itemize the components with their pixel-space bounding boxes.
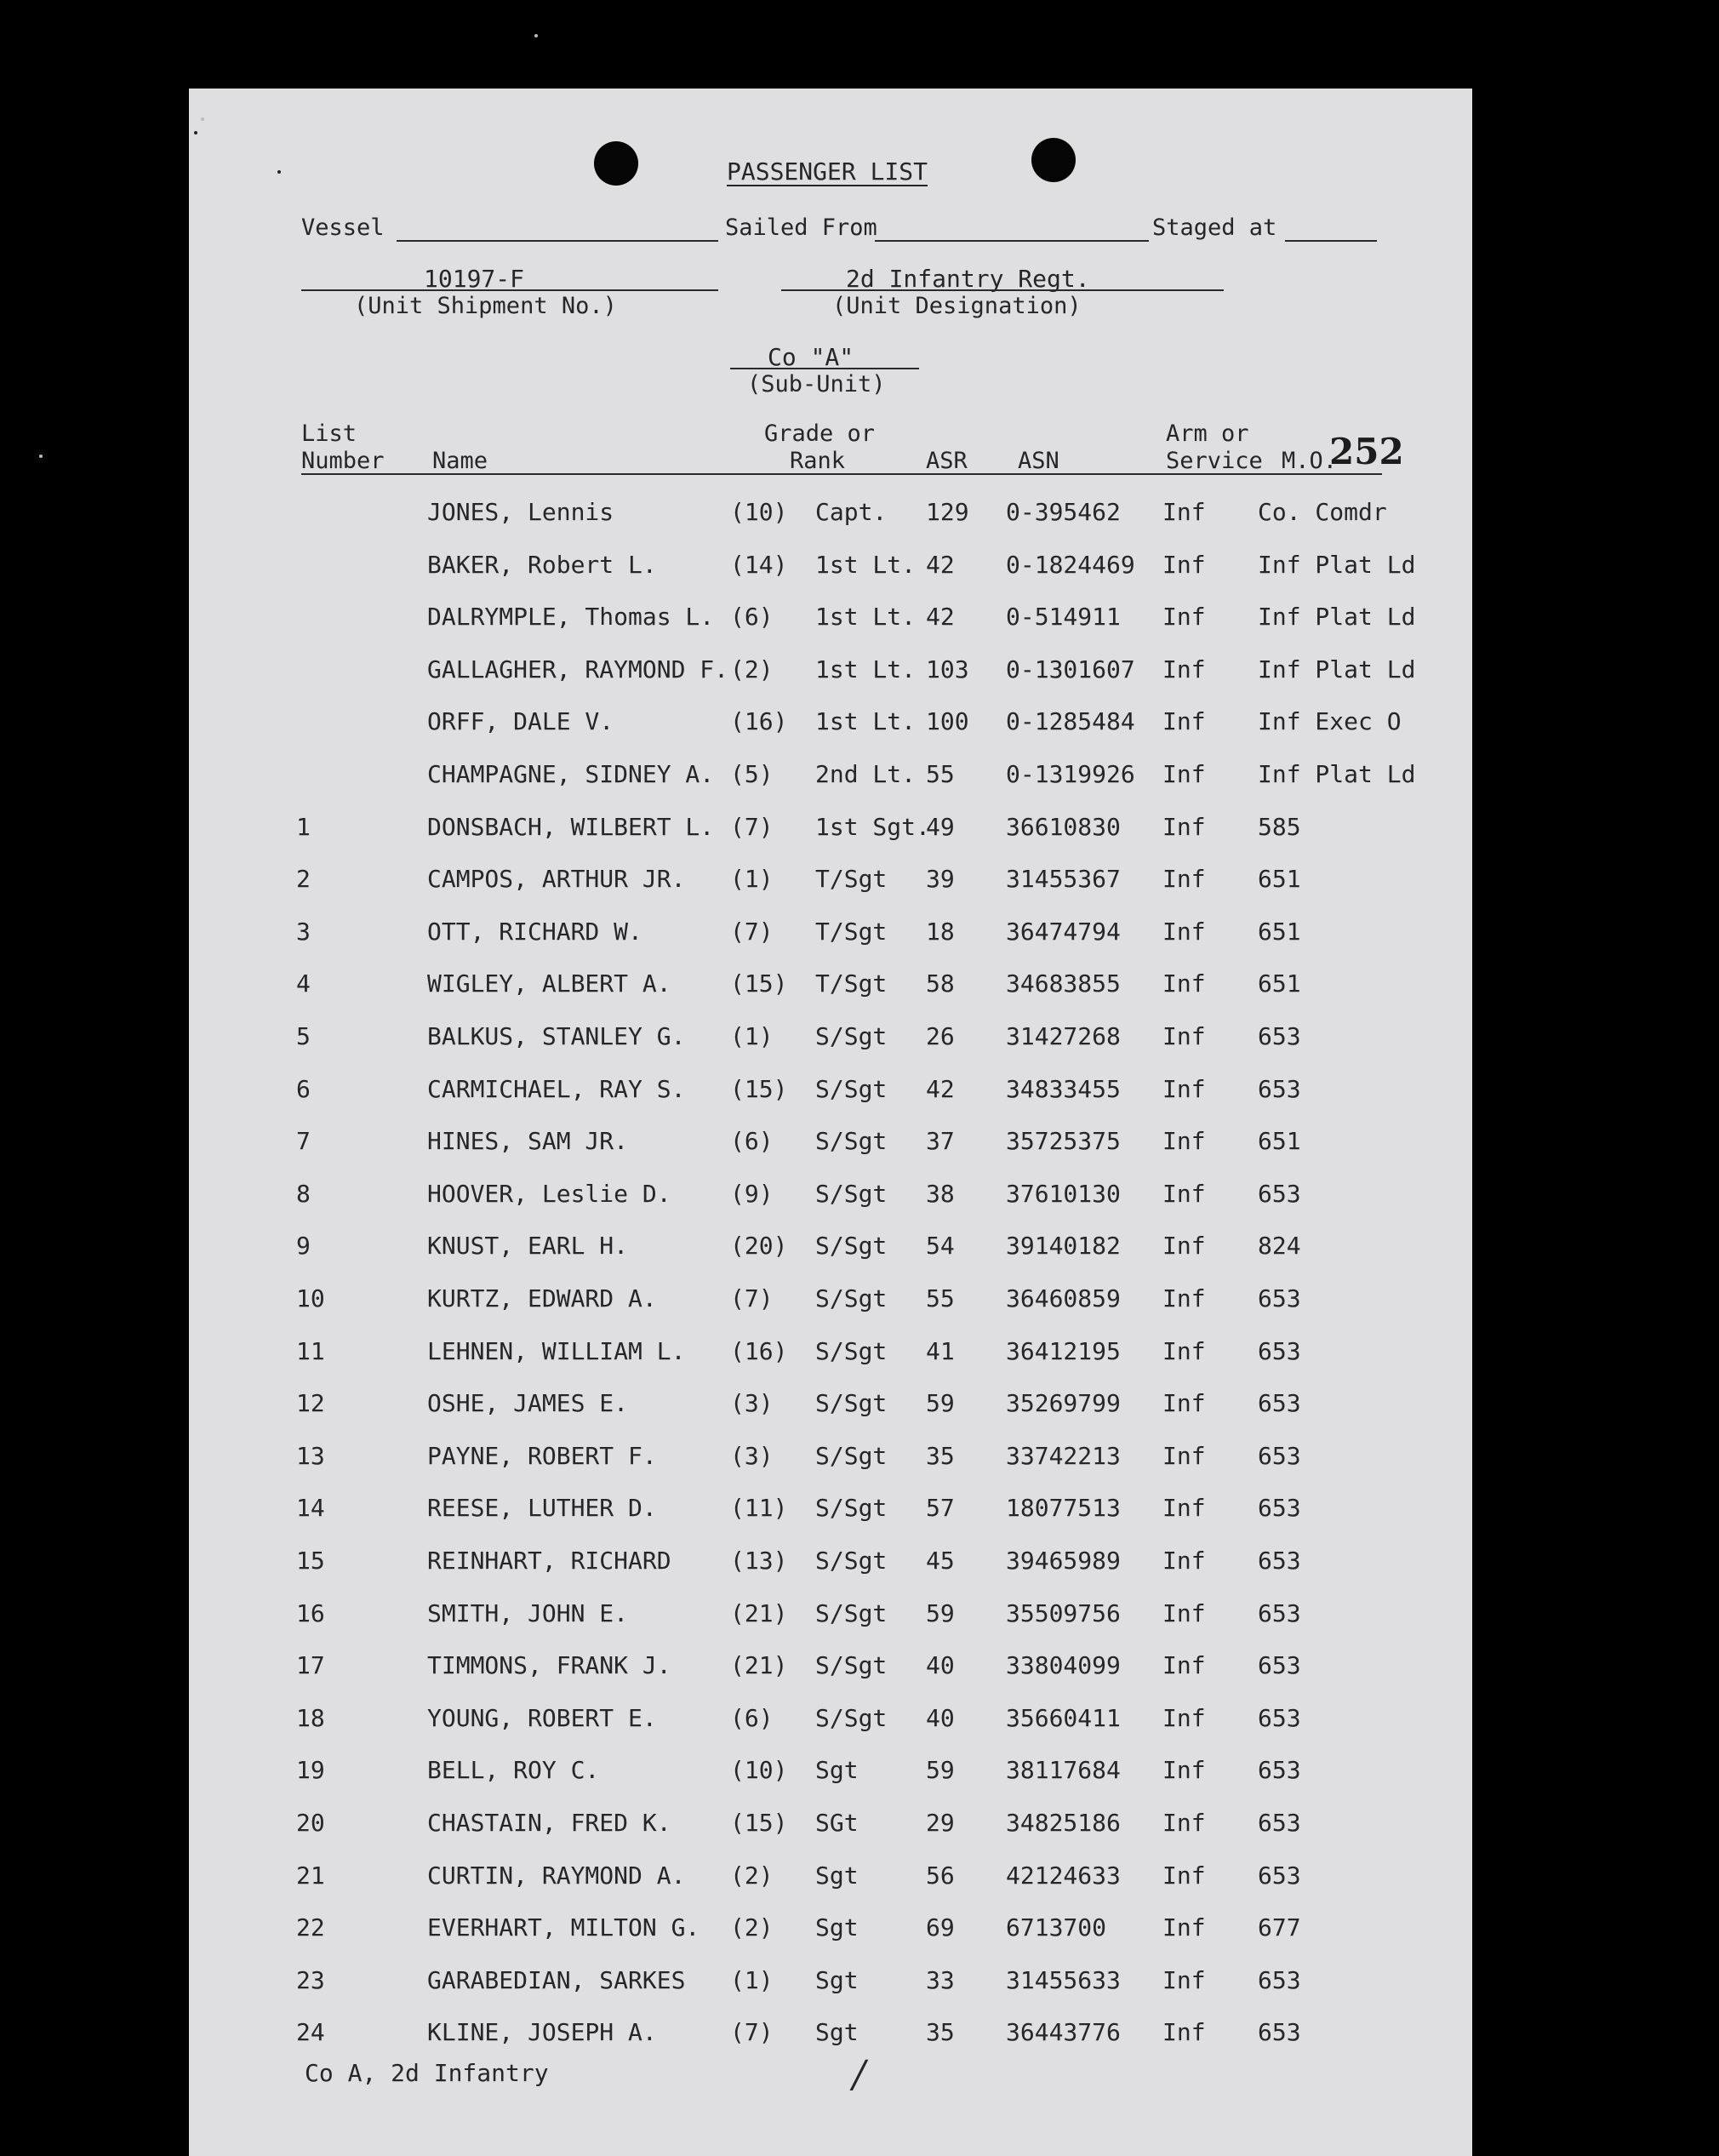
asn-number: 36443776 [1006, 2018, 1121, 2046]
grade-rank: Sgt [815, 1756, 859, 1784]
arm-service: Inf [1162, 1704, 1206, 1732]
mos-duty: Co. Comdr [1258, 498, 1387, 526]
list-number: 4 [296, 969, 311, 998]
group-number: (3) [730, 1442, 774, 1470]
asn-number: 38117684 [1006, 1756, 1121, 1784]
scan-speck [201, 117, 204, 121]
arm-service: Inf [1162, 1075, 1206, 1103]
list-number: 15 [296, 1547, 325, 1575]
passenger-name: JONES, Lennis [427, 498, 614, 526]
passenger-name: SMITH, JOHN E. [427, 1599, 629, 1627]
asr-score: 56 [926, 1861, 955, 1890]
punch-hole-left [594, 141, 638, 186]
group-number: (9) [730, 1180, 774, 1208]
punch-hole-right [1031, 138, 1076, 182]
group-number: (11) [730, 1494, 788, 1522]
asn-number: 35660411 [1006, 1704, 1121, 1732]
asr-score: 39 [926, 865, 955, 893]
passenger-name: BELL, ROY C. [427, 1756, 600, 1784]
asr-score: 59 [926, 1389, 955, 1417]
unit-designation: 2d Infantry Regt. [846, 265, 1090, 293]
grade-rank: S/Sgt [815, 1075, 888, 1103]
arm-service: Inf [1162, 498, 1206, 526]
passenger-name: DALRYMPLE, Thomas L. [427, 603, 715, 631]
grade-rank: 2nd Lt. [815, 760, 917, 788]
grade-rank: 1st Lt. [815, 707, 917, 735]
list-number: 6 [296, 1075, 311, 1103]
asn-number: 35509756 [1006, 1599, 1121, 1627]
sub-unit: Co "A" [768, 343, 854, 371]
passenger-name: WIGLEY, ALBERT A. [427, 969, 671, 998]
grade-rank: S/Sgt [815, 1599, 888, 1627]
list-number: 23 [296, 1966, 325, 1994]
mos-duty: Inf Plat Ld [1258, 551, 1416, 579]
asr-score: 54 [926, 1232, 955, 1260]
list-number: 1 [296, 813, 311, 841]
mos-duty: 824 [1258, 1232, 1301, 1260]
asn-number: 0-395462 [1006, 498, 1121, 526]
grade-rank: S/Sgt [815, 1127, 888, 1155]
asr-score: 129 [926, 498, 969, 526]
asr-score: 55 [926, 1284, 955, 1312]
mos-duty: Inf Plat Ld [1258, 655, 1416, 683]
group-number: (15) [730, 969, 788, 998]
mos-duty: 653 [1258, 1180, 1301, 1208]
mos-duty: 653 [1258, 1075, 1301, 1103]
list-number: 9 [296, 1232, 311, 1260]
arm-service: Inf [1162, 1232, 1206, 1260]
arm-service: Inf [1162, 1913, 1206, 1942]
group-number: (10) [730, 1756, 788, 1784]
asn-number: 36610830 [1006, 813, 1121, 841]
grade-rank: S/Sgt [815, 1547, 888, 1575]
arm-service: Inf [1162, 1809, 1206, 1837]
asn-number: 31455633 [1006, 1966, 1121, 1994]
asn-number: 33804099 [1006, 1651, 1121, 1679]
group-number: (5) [730, 760, 774, 788]
arm-service: Inf [1162, 1494, 1206, 1522]
group-number: (3) [730, 1389, 774, 1417]
group-number: (16) [730, 1337, 788, 1365]
vessel-label: Vessel [301, 214, 385, 241]
passenger-name: GALLAGHER, RAYMOND F. [427, 655, 729, 683]
grade-rank: 1st Sgt. [815, 813, 930, 841]
col-name: Name [432, 448, 488, 474]
mos-duty: 653 [1258, 1022, 1301, 1050]
passenger-name: DONSBACH, WILBERT L. [427, 813, 715, 841]
grade-rank: Sgt [815, 1966, 859, 1994]
grade-rank: S/Sgt [815, 1651, 888, 1679]
mos-duty: 653 [1258, 1861, 1301, 1890]
group-number: (7) [730, 2018, 774, 2046]
mos-duty: Inf Plat Ld [1258, 603, 1416, 631]
list-number: 12 [296, 1389, 325, 1417]
arm-service: Inf [1162, 760, 1206, 788]
asr-score: 40 [926, 1651, 955, 1679]
group-number: (7) [730, 918, 774, 946]
scan-speck [39, 455, 43, 458]
asr-score: 103 [926, 655, 969, 683]
asr-score: 38 [926, 1180, 955, 1208]
group-number: (15) [730, 1075, 788, 1103]
asr-score: 69 [926, 1913, 955, 1942]
list-number: 18 [296, 1704, 325, 1732]
passenger-name: KURTZ, EDWARD A. [427, 1284, 657, 1312]
asr-score: 45 [926, 1547, 955, 1575]
grade-rank: S/Sgt [815, 1232, 888, 1260]
sub-unit-caption: (Sub-Unit) [747, 371, 886, 397]
paper-speck [194, 131, 197, 134]
list-number: 19 [296, 1756, 325, 1784]
mos-duty: 651 [1258, 1127, 1301, 1155]
group-number: (2) [730, 655, 774, 683]
arm-service: Inf [1162, 918, 1206, 946]
passenger-name: OSHE, JAMES E. [427, 1389, 629, 1417]
list-number: 21 [296, 1861, 325, 1890]
arm-service: Inf [1162, 1547, 1206, 1575]
unit-designation-underline [781, 289, 1224, 291]
passenger-name: CURTIN, RAYMOND A. [427, 1861, 686, 1890]
passenger-name: ORFF, DALE V. [427, 707, 614, 735]
group-number: (14) [730, 551, 788, 579]
grade-rank: 1st Lt. [815, 655, 917, 683]
asn-number: 34833455 [1006, 1075, 1121, 1103]
mos-duty: 653 [1258, 1389, 1301, 1417]
passenger-name: CAMPOS, ARTHUR JR. [427, 865, 686, 893]
asn-number: 39140182 [1006, 1232, 1121, 1260]
document-page [189, 89, 1472, 2156]
list-number: 2 [296, 865, 311, 893]
asn-number: 36412195 [1006, 1337, 1121, 1365]
sub-unit-underline [730, 368, 919, 369]
arm-service: Inf [1162, 1861, 1206, 1890]
group-number: (21) [730, 1599, 788, 1627]
asn-number: 34683855 [1006, 969, 1121, 998]
asn-number: 18077513 [1006, 1494, 1121, 1522]
passenger-name: HOOVER, Leslie D. [427, 1180, 671, 1208]
passenger-name: REESE, LUTHER D. [427, 1494, 657, 1522]
group-number: (1) [730, 1022, 774, 1050]
list-number: 10 [296, 1284, 325, 1312]
grade-rank: T/Sgt [815, 918, 888, 946]
group-number: (1) [730, 1966, 774, 1994]
passenger-name: OTT, RICHARD W. [427, 918, 642, 946]
grade-rank: 1st Lt. [815, 551, 917, 579]
col-arm-line2: Service [1166, 448, 1263, 474]
arm-service: Inf [1162, 1022, 1206, 1050]
asr-score: 35 [926, 2018, 955, 2046]
asn-number: 35269799 [1006, 1389, 1121, 1417]
unit-shipment-number: 10197-F [424, 265, 525, 293]
asr-score: 42 [926, 551, 955, 579]
mos-duty: 653 [1258, 2018, 1301, 2046]
passenger-name: LEHNEN, WILLIAM L. [427, 1337, 686, 1365]
arm-service: Inf [1162, 1180, 1206, 1208]
mos-duty: 653 [1258, 1599, 1301, 1627]
group-number: (1) [730, 865, 774, 893]
asn-number: 0-514911 [1006, 603, 1121, 631]
arm-service: Inf [1162, 813, 1206, 841]
col-asn: ASN [1018, 448, 1059, 474]
mos-duty: 653 [1258, 1651, 1301, 1679]
arm-service: Inf [1162, 1389, 1206, 1417]
list-number: 14 [296, 1494, 325, 1522]
group-number: (6) [730, 1127, 774, 1155]
asr-score: 41 [926, 1337, 955, 1365]
list-number: 5 [296, 1022, 311, 1050]
asr-score: 26 [926, 1022, 955, 1050]
asr-score: 40 [926, 1704, 955, 1732]
group-number: (20) [730, 1232, 788, 1260]
col-grade-line2: Rank [790, 448, 846, 474]
grade-rank: S/Sgt [815, 1022, 888, 1050]
sailed-from-label: Sailed From [725, 214, 877, 241]
asr-score: 100 [926, 707, 969, 735]
grade-rank: Capt. [815, 498, 888, 526]
group-number: (15) [730, 1809, 788, 1837]
list-number: 8 [296, 1180, 311, 1208]
grade-rank: Sgt [815, 1861, 859, 1890]
mos-duty: 653 [1258, 1547, 1301, 1575]
list-number: 22 [296, 1913, 325, 1942]
vessel-underline [397, 240, 718, 242]
col-asr: ASR [926, 448, 968, 474]
arm-service: Inf [1162, 603, 1206, 631]
arm-service: Inf [1162, 1966, 1206, 1994]
group-number: (6) [730, 1704, 774, 1732]
passenger-name: EVERHART, MILTON G. [427, 1913, 700, 1942]
asr-score: 55 [926, 760, 955, 788]
passenger-name: REINHART, RICHARD [427, 1547, 671, 1575]
asr-score: 58 [926, 969, 955, 998]
arm-service: Inf [1162, 551, 1206, 579]
grade-rank: S/Sgt [815, 1180, 888, 1208]
mos-duty: Inf Exec O [1258, 707, 1402, 735]
col-grade-line1: Grade or [764, 420, 876, 447]
asn-number: 0-1301607 [1006, 655, 1135, 683]
group-number: (7) [730, 1284, 774, 1312]
arm-service: Inf [1162, 1337, 1206, 1365]
list-number: 16 [296, 1599, 325, 1627]
list-number: 7 [296, 1127, 311, 1155]
mos-duty: 651 [1258, 918, 1301, 946]
asn-number: 0-1285484 [1006, 707, 1135, 735]
asr-score: 29 [926, 1809, 955, 1837]
passenger-name: BALKUS, STANLEY G. [427, 1022, 686, 1050]
header-underline [301, 473, 1382, 475]
passenger-name: KNUST, EARL H. [427, 1232, 629, 1260]
staged-at-underline [1285, 240, 1377, 242]
asn-number: 39465989 [1006, 1547, 1121, 1575]
asn-number: 35725375 [1006, 1127, 1121, 1155]
asn-number: 31455367 [1006, 865, 1121, 893]
passenger-name: BAKER, Robert L. [427, 551, 657, 579]
passenger-name: CHAMPAGNE, SIDNEY A. [427, 760, 715, 788]
group-number: (7) [730, 813, 774, 841]
passenger-name: CARMICHAEL, RAY S. [427, 1075, 686, 1103]
mos-duty: 653 [1258, 1494, 1301, 1522]
asn-number: 42124633 [1006, 1861, 1121, 1890]
arm-service: Inf [1162, 969, 1206, 998]
mos-duty: 651 [1258, 865, 1301, 893]
grade-rank: Sgt [815, 2018, 859, 2046]
group-number: (13) [730, 1547, 788, 1575]
group-number: (21) [730, 1651, 788, 1679]
passenger-name: CHASTAIN, FRED K. [427, 1809, 671, 1837]
arm-service: Inf [1162, 1284, 1206, 1312]
group-number: (2) [730, 1913, 774, 1942]
mos-duty: Inf Plat Ld [1258, 760, 1416, 788]
passenger-name: TIMMONS, FRANK J. [427, 1651, 671, 1679]
arm-service: Inf [1162, 1651, 1206, 1679]
mos-duty: 653 [1258, 1337, 1301, 1365]
asr-score: 33 [926, 1966, 955, 1994]
asn-number: 0-1319926 [1006, 760, 1135, 788]
mos-duty: 653 [1258, 1966, 1301, 1994]
staged-at-label: Staged at [1152, 214, 1277, 241]
unit-shipment-caption: (Unit Shipment No.) [354, 293, 617, 319]
asn-number: 36474794 [1006, 918, 1121, 946]
mos-duty: 585 [1258, 813, 1301, 841]
asn-number: 6713700 [1006, 1913, 1107, 1942]
asn-number: 34825186 [1006, 1809, 1121, 1837]
list-number: 11 [296, 1337, 325, 1365]
passenger-name: KLINE, JOSEPH A. [427, 2018, 657, 2046]
mos-duty: 653 [1258, 1809, 1301, 1837]
asr-score: 59 [926, 1599, 955, 1627]
footer-unit-text: Co A, 2d Infantry [305, 2059, 549, 2087]
page-number-handwritten: 252 [1329, 431, 1404, 472]
col-list-number-line1: List [301, 420, 357, 447]
list-number: 24 [296, 2018, 325, 2046]
asr-score: 37 [926, 1127, 955, 1155]
asr-score: 42 [926, 1075, 955, 1103]
arm-service: Inf [1162, 2018, 1206, 2046]
arm-service: Inf [1162, 655, 1206, 683]
arm-service: Inf [1162, 1442, 1206, 1470]
footer-page-mark: / [853, 2053, 865, 2096]
arm-service: Inf [1162, 1599, 1206, 1627]
mos-duty: 677 [1258, 1913, 1301, 1942]
asn-number: 37610130 [1006, 1180, 1121, 1208]
grade-rank: S/Sgt [815, 1284, 888, 1312]
asr-score: 59 [926, 1756, 955, 1784]
passenger-name: YOUNG, ROBERT E. [427, 1704, 657, 1732]
paper-speck [277, 170, 281, 174]
arm-service: Inf [1162, 865, 1206, 893]
list-number: 13 [296, 1442, 325, 1470]
asr-score: 49 [926, 813, 955, 841]
list-number: 17 [296, 1651, 325, 1679]
grade-rank: 1st Lt. [815, 603, 917, 631]
asn-number: 0-1824469 [1006, 551, 1135, 579]
col-list-number-line2: Number [301, 448, 385, 474]
grade-rank: S/Sgt [815, 1704, 888, 1732]
asn-number: 36460859 [1006, 1284, 1121, 1312]
scan-speck [534, 34, 538, 37]
grade-rank: S/Sgt [815, 1337, 888, 1365]
list-number: 3 [296, 918, 311, 946]
grade-rank: SGt [815, 1809, 859, 1837]
asn-number: 33742213 [1006, 1442, 1121, 1470]
grade-rank: S/Sgt [815, 1442, 888, 1470]
group-number: (16) [730, 707, 788, 735]
unit-designation-caption: (Unit Designation) [832, 293, 1082, 319]
group-number: (2) [730, 1861, 774, 1890]
asr-score: 35 [926, 1442, 955, 1470]
passenger-name: GARABEDIAN, SARKES [427, 1966, 686, 1994]
sailed-from-underline [875, 240, 1149, 242]
grade-rank: S/Sgt [815, 1494, 888, 1522]
arm-service: Inf [1162, 707, 1206, 735]
grade-rank: T/Sgt [815, 969, 888, 998]
col-mos: M.O. [1282, 448, 1338, 474]
grade-rank: Sgt [815, 1913, 859, 1942]
page-title: PASSENGER LIST [727, 157, 928, 186]
grade-rank: T/Sgt [815, 865, 888, 893]
mos-duty: 653 [1258, 1284, 1301, 1312]
group-number: (10) [730, 498, 788, 526]
mos-duty: 653 [1258, 1756, 1301, 1784]
col-arm-line1: Arm or [1166, 420, 1249, 447]
asr-score: 18 [926, 918, 955, 946]
arm-service: Inf [1162, 1756, 1206, 1784]
grade-rank: S/Sgt [815, 1389, 888, 1417]
mos-duty: 653 [1258, 1442, 1301, 1470]
mos-duty: 651 [1258, 969, 1301, 998]
arm-service: Inf [1162, 1127, 1206, 1155]
mos-duty: 653 [1258, 1704, 1301, 1732]
passenger-name: PAYNE, ROBERT F. [427, 1442, 657, 1470]
asr-score: 42 [926, 603, 955, 631]
group-number: (6) [730, 603, 774, 631]
passenger-name: HINES, SAM JR. [427, 1127, 629, 1155]
asn-number: 31427268 [1006, 1022, 1121, 1050]
asr-score: 57 [926, 1494, 955, 1522]
list-number: 20 [296, 1809, 325, 1837]
unit-shipment-underline [301, 289, 718, 291]
